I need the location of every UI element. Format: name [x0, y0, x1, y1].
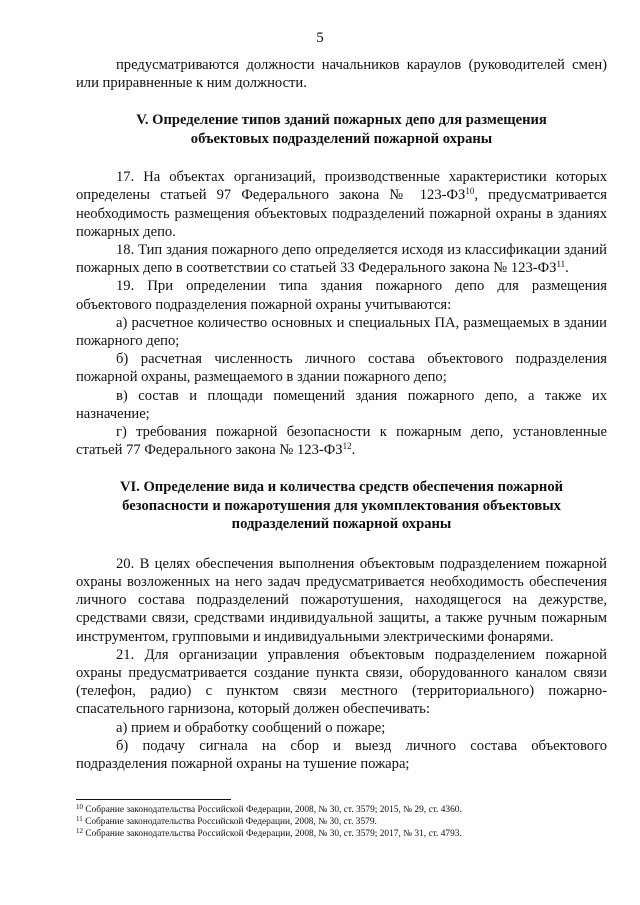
- page-number: 5: [316, 30, 324, 46]
- paragraph-18: [76, 241, 607, 277]
- footnote-ref-12: 12: [342, 441, 352, 452]
- list-item-b-2: б) подачу сигнала на сбор и выезд личного состава объектового подразделения пожарной охраны на тушение пожара;: [76, 737, 607, 772]
- footnote-text: Собрание законодательства Российской Федерации, 2008, № 30, ст. 3579; 2015, № 29, ст. 4360.: [85, 805, 462, 815]
- paragraph-17: [76, 168, 607, 241]
- footnote-number: 12: [76, 827, 83, 835]
- paragraph-17-text-a: 17. На объектах организаций, производственные характеристики которых определены статьей 97 Федерального закона № 123-ФЗ: [76, 169, 607, 204]
- paragraph-17-text-b: , предусматривается необходимость размещения объектовых подразделений пожарной охраны в зданиях пожарных депо.: [76, 187, 607, 240]
- paragraph-18-text-a: 18. Тип здания пожарного депо определяется исходя из классификации зданий пожарных депо в соответствии со статьей 33 Федерального закона № 123-ФЗ: [76, 242, 607, 277]
- paragraph-19: 19. При определении типа здания пожарного депо для размещения объектового подразделения пожарной охраны учитываются:: [76, 278, 607, 313]
- section-6-title-line-3: подразделений пожарной охраны: [231, 516, 452, 533]
- section-5-title-line-1: V. Определение типов зданий пожарных депо для размещения: [136, 112, 547, 129]
- section-6-title-line-1: VI. Определение вида и количества средств обеспечения пожарной: [119, 479, 564, 496]
- footnote-10: [76, 804, 607, 816]
- paragraph-18-text-b: .: [565, 260, 569, 277]
- footnotes: [76, 804, 607, 840]
- paragraph-21: 21. Для организации управления объектовым подразделением пожарной охраны предусматривается создание пункта связи, оборудованного каналом связи (телефон, радио) с пунктом связи местного (территориального) пожарно-спасательного гарнизона, который должен обеспечивать:: [76, 646, 607, 718]
- section-5-heading: [76, 111, 607, 148]
- list-item-g-text-a: г) требования пожарной безопасности к пожарным депо, установленные статьей 77 Федерального закона № 123-ФЗ: [76, 424, 607, 459]
- section-6-title-line-2: безопасности и пожаротушения для укомплектования объектовых: [122, 497, 561, 514]
- footnote-separator: [76, 799, 231, 800]
- list-item-a: а) расчетное количество основных и специальных ПА, размещаемых в здании пожарного депо;: [76, 314, 607, 350]
- page-content: [76, 56, 607, 773]
- paragraph-20: 20. В целях обеспечения выполнения объектовым подразделением пожарной охраны возложенных на него задач предусматривается необходимость обеспечения личного состава подразделений пожаротушения, находящегося на дежурстве, средствами связи, средствами индивидуальной защиты, а также ручным пожарным инструментом, групповыми и индивидуальными электрическими фонарями.: [76, 555, 607, 645]
- list-item-v: в) состав и площади помещений здания пожарного депо, а также их назначение;: [76, 387, 607, 422]
- footnote-ref-10: 10: [465, 186, 475, 197]
- footnote-number: 11: [76, 815, 83, 823]
- footnote-11: [76, 816, 607, 828]
- list-item-g: [76, 423, 607, 459]
- footnote-ref-11: 11: [556, 259, 566, 270]
- list-item-b: б) расчетная численность личного состава объектового подразделения пожарной охраны, размещаемого в здании пожарного депо;: [76, 351, 607, 386]
- intro-paragraph: предусматриваются должности начальников караулов (руководителей смен) или приравненные к ним должности.: [76, 57, 607, 92]
- footnote-text: Собрание законодательства Российской Федерации, 2008, № 30, ст. 3579; 2017, № 31, ст. 4793.: [85, 829, 462, 839]
- section-5-title-line-2: объектовых подразделений пожарной охраны: [190, 130, 493, 147]
- list-item-a-2: а) прием и обработку сообщений о пожаре;: [116, 719, 386, 736]
- list-item-g-text-b: .: [351, 442, 356, 459]
- footnote-text: Собрание законодательства Российской Федерации, 2008, № 30, ст. 3579.: [85, 817, 377, 827]
- section-6-heading: [76, 478, 607, 533]
- footnote-12: [76, 828, 607, 840]
- footnote-number: 10: [76, 803, 83, 811]
